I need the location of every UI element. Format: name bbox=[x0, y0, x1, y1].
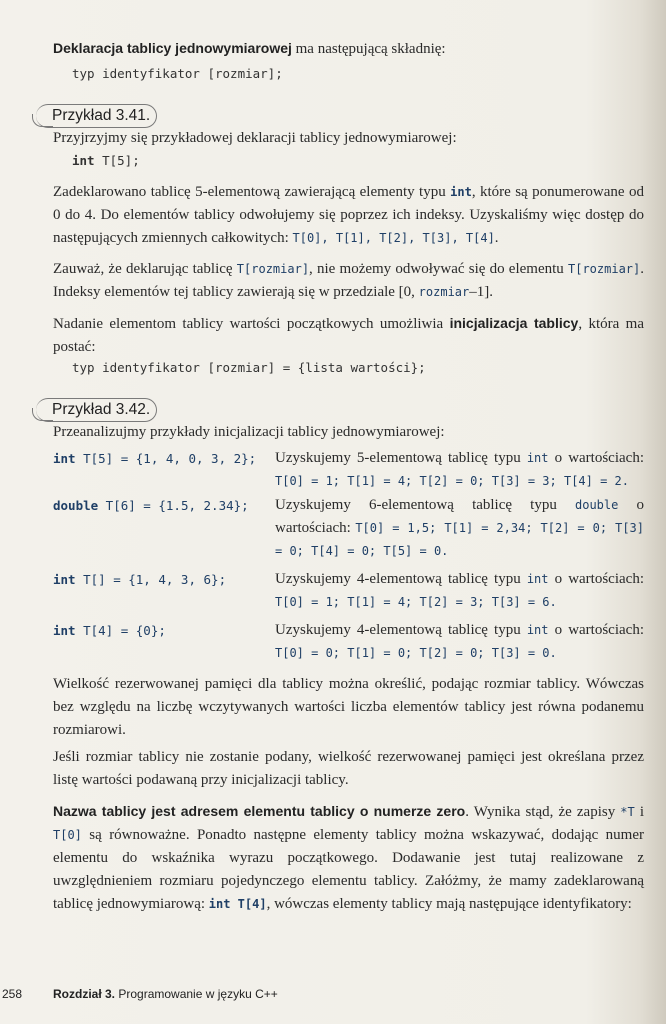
example-3-41-code bbox=[72, 153, 140, 168]
example-code bbox=[53, 447, 273, 470]
text: –1]. bbox=[469, 284, 493, 300]
chapter-name: Programowanie w języku C++ bbox=[115, 987, 278, 1001]
inline-code: T[0] bbox=[53, 828, 82, 842]
inline-code: T[0] = 0; T[1] = 0; T[2] = 0; T[3] = 0. bbox=[275, 646, 557, 660]
code-keyword: int bbox=[72, 153, 95, 168]
declaration-paragraph bbox=[53, 37, 644, 61]
inline-code: T[rozmiar] bbox=[236, 262, 310, 276]
inline-code: int bbox=[526, 623, 549, 637]
text: Uzyskujemy 4-elementową tablicę typu bbox=[275, 622, 527, 638]
example-code bbox=[53, 619, 273, 642]
inline-code: T[rozmiar] bbox=[568, 262, 641, 276]
text: , nie możemy odwoływać się do elementu bbox=[309, 261, 568, 277]
text: Uzyskujemy 5-elementową tablicę typu bbox=[275, 450, 527, 466]
text: , która ma postać: bbox=[53, 316, 645, 355]
text: Zadeklarowano tablicę 5-elementową zawierającą elementy typu bbox=[53, 184, 451, 200]
inline-code: T[0] = 1; T[1] = 4; T[2] = 3; T[3] = 6. bbox=[275, 595, 557, 609]
paragraph-no-size: Jeśli rozmiar tablicy nie zostanie podany, wielkość rezerwowanej pamięci jest określana przez listę wartości podawaną przy inicjalizacji tablicy. bbox=[53, 749, 644, 788]
inline-code: *T bbox=[620, 805, 635, 819]
paragraph-initialization bbox=[53, 312, 644, 359]
code-text: T[] = {1, 4, 3, 6}; bbox=[75, 572, 227, 587]
code-keyword: double bbox=[53, 498, 99, 513]
example-3-42-badge: Przykład 3.42. bbox=[36, 398, 157, 422]
code-text: T[6] = {1.5, 2.34}; bbox=[98, 498, 249, 513]
code-keyword: int bbox=[53, 623, 76, 638]
example-code bbox=[53, 568, 273, 591]
paragraph-array-elements bbox=[53, 181, 644, 250]
inline-code: int T[4] bbox=[208, 897, 267, 911]
text: Uzyskujemy 6-elementową tablicę typu bbox=[275, 497, 575, 513]
inline-code: int bbox=[450, 185, 472, 199]
text: , które są ponumerowane od 0 do 4. Do elementów tablicy odwołujemy się poprzez ich indeksy. Uzyskaliśmy więc dostęp do następujących zmiennych całkowitych: bbox=[53, 184, 644, 246]
chapter-label: Rozdział 3. bbox=[53, 987, 116, 1001]
example-3-41-badge: Przykład 3.41. bbox=[36, 104, 157, 128]
code-text: T[5] = {1, 4, 0, 3, 2}; bbox=[75, 451, 257, 466]
text: Zauważ, że deklarując tablicę bbox=[53, 261, 237, 277]
example-description bbox=[275, 447, 644, 493]
page-number: 258 bbox=[2, 987, 23, 1001]
code-keyword: int bbox=[53, 451, 76, 466]
inline-code: T[0], T[1], T[2], T[3], T[4] bbox=[292, 231, 495, 245]
example-description bbox=[275, 619, 644, 665]
text: Nadanie elementom tablicy wartości początkowych umożliwia bbox=[53, 316, 450, 332]
example-description bbox=[275, 494, 644, 563]
text: i bbox=[634, 804, 645, 820]
declaration-text: ma następującą składnię: bbox=[291, 41, 446, 57]
example-description bbox=[275, 568, 644, 614]
text: , wówczas elementy tablicy mają następujące identyfikatory: bbox=[266, 896, 632, 912]
text: . bbox=[494, 230, 499, 246]
declaration-syntax-code: typ identyfikator [rozmiar]; bbox=[72, 66, 283, 81]
code-keyword: int bbox=[53, 572, 76, 587]
inline-code: rozmiar bbox=[418, 285, 470, 299]
text: . Indeksy elementów tej tablicy zawierają się w przedziale [0, bbox=[53, 261, 644, 300]
bold-term: inicjalizacja tablicy bbox=[449, 315, 579, 331]
chapter-title bbox=[53, 987, 278, 1001]
example-3-41-intro: Przyjrzyjmy się przykładowej deklaracji tablicy jednowymiarowej: bbox=[53, 130, 457, 146]
text: o wartościach: bbox=[548, 450, 644, 466]
text: o wartościach: bbox=[548, 622, 644, 638]
code-text: T[4] = {0}; bbox=[75, 623, 166, 638]
text: . Wynika stąd, że zapisy bbox=[465, 804, 621, 820]
code-text: T[5]; bbox=[94, 153, 140, 168]
text: o wartościach: bbox=[275, 497, 644, 536]
declaration-heading: Deklaracja tablicy jednowymiarowej bbox=[53, 40, 292, 56]
initialization-syntax-code: typ identyfikator [rozmiar] = {lista wartości}; bbox=[72, 360, 426, 375]
inline-code: int bbox=[526, 572, 549, 586]
text: są równoważne. Ponadto następne elementy tablicy można wskazywać, dodając numer elementu do wskaźnika wyrazu początkowego. Dodawanie jest tutaj realizowane z uwzględnieniem rozmiaru pojedynczego elementu tablicy. Załóżmy, że mamy zadeklarowaną tablicę jednowymiarową: bbox=[53, 827, 644, 912]
paragraph-memory-size: Wielkość rezerwowanej pamięci dla tablicy można określić, podając rozmiar tablicy. Wówczas bez względu na liczbę wczytywanych wartości liczba elementów tablicy jest równa podanemu rozmiarowi. bbox=[53, 676, 644, 738]
example-code bbox=[53, 494, 273, 517]
paragraph-array-name-address bbox=[53, 800, 644, 916]
example-3-42-intro: Przeanalizujmy przykłady inicjalizacji tablicy jednowymiarowej: bbox=[53, 424, 445, 440]
inline-code: T[0] = 1; T[1] = 4; T[2] = 0; T[3] = 3; T[4] = 2. bbox=[275, 474, 630, 488]
inline-code: double bbox=[575, 498, 619, 512]
paragraph-index-range bbox=[53, 258, 644, 304]
text: o wartościach: bbox=[548, 571, 644, 587]
inline-code: int bbox=[526, 451, 549, 465]
bold-term: Nazwa tablicy jest adresem elementu tablicy o numerze zero bbox=[53, 803, 466, 819]
text: Uzyskujemy 4-elementową tablicę typu bbox=[275, 571, 527, 587]
inline-code: T[0] = 1,5; T[1] = 2,34; T[2] = 0; T[3] = 0; T[4] = 0; T[5] = 0. bbox=[275, 521, 644, 558]
